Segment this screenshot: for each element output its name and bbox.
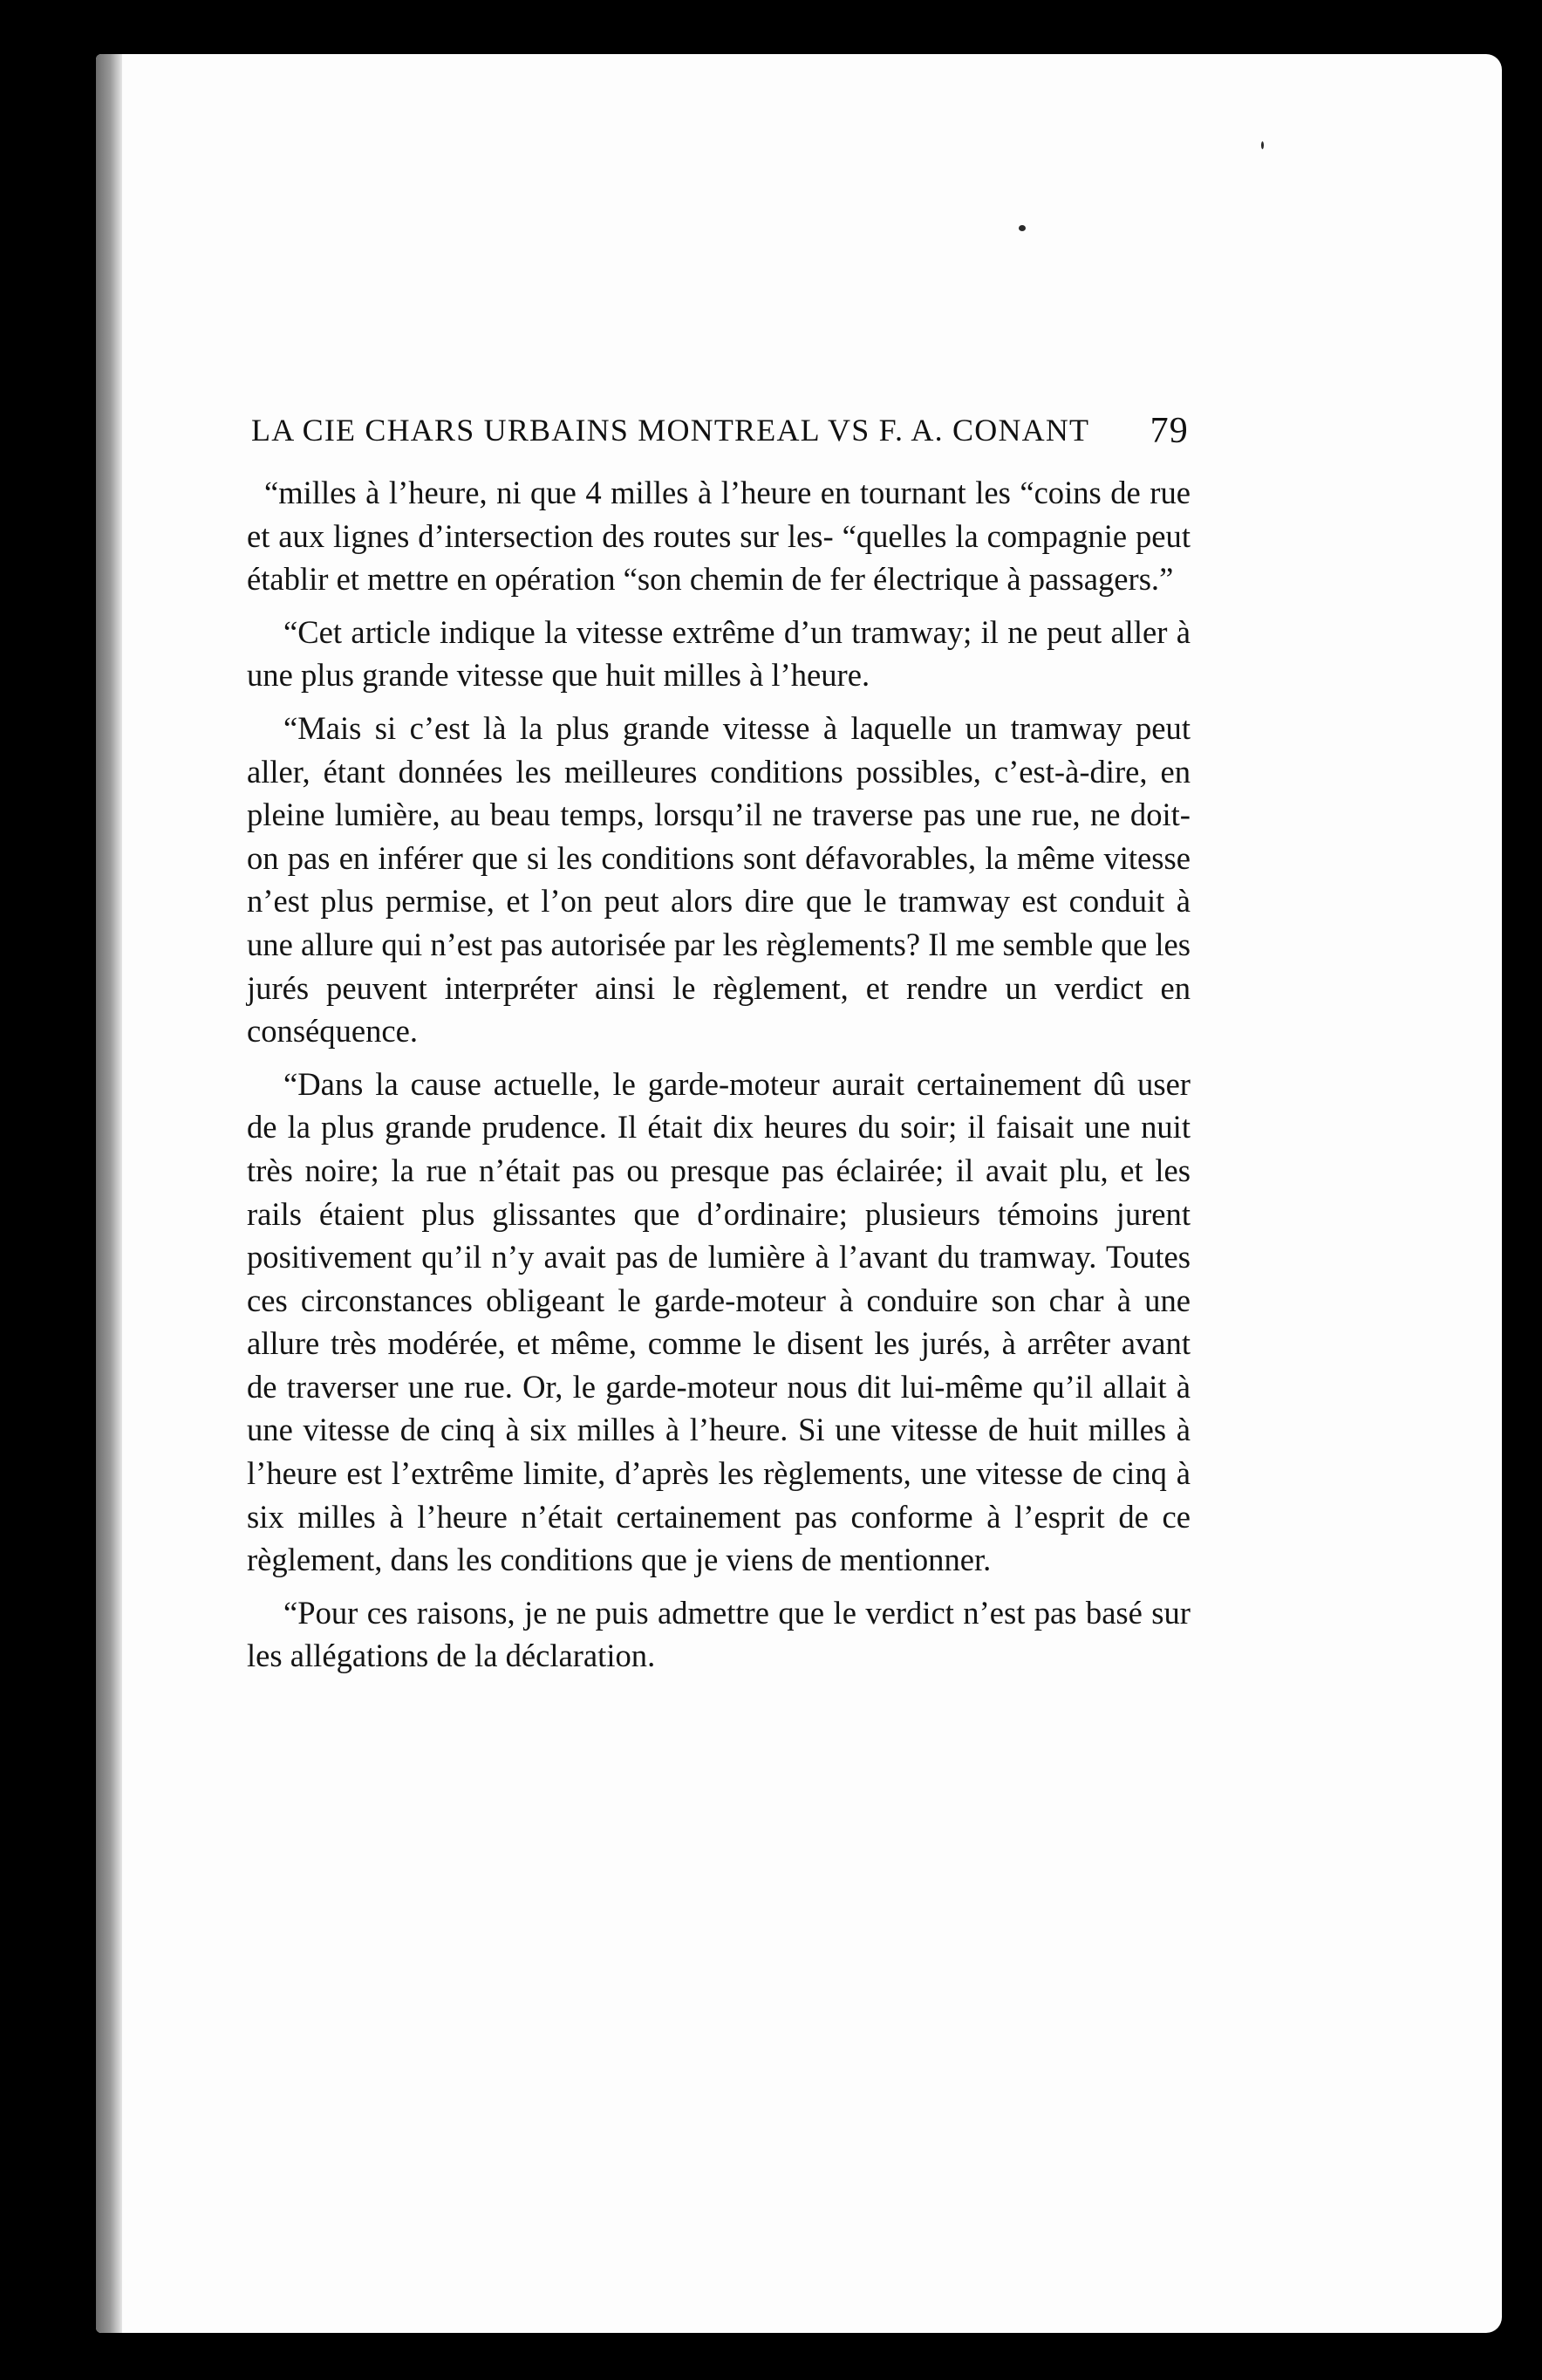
paragraph: “Dans la cause actuelle, le garde-moteur aurait certainement dû user de la plus grande prudence. Il était dix heures du soir; il faisait une nuit très noire; la rue n’était pas ou presque pas éclairée; il avait plu, et les rails étaient plus glissantes que d’ordinaire; plusieurs témoins jurent positivement qu’il n’y avait pas de lumière à l’avant du tramway. Toutes ces circonstances obligeant le garde-moteur à conduire son char à une allure très modérée, et même, comme le disent les jurés, à arrêter avant de traverser une rue. Or, le garde-moteur nous dit lui-même qu’il allait à une vitesse de cinq à six milles à l’heure. Si une vitesse de huit milles à l’heure est l’extrême limite, d’après les règlements, une vitesse de cinq à six milles à l’heure n’était certainement pas conforme à l’esprit de ce règlement, dans les conditions que je viens de mentionner. bbox=[247, 1065, 1191, 1578]
paragraph: “Mais si c’est là la plus grande vitesse à laquelle un tramway peut aller, étant données les meilleures conditions possibles, c’est-à-dire, en pleine lumière, au beau temps, lorsqu’il ne traverse pas une rue, ne doit-on pas en inférer que si les conditions sont défavorables, la même vitesse n’est plus permise, et l’on peut alors dire que le tramway est conduit à une allure qui n’est pas autorisée par les règlements? Il me semble que les jurés peuvent interpréter ainsi le règlement, et rendre un verdict en conséquence. bbox=[247, 709, 1191, 1050]
paragraph: “Pour ces raisons, je ne puis admettre que le verdict n’est pas basé sur les allégations de la déclaration. bbox=[247, 1594, 1191, 1674]
page-number: 79 bbox=[1150, 411, 1189, 451]
ink-speck bbox=[1261, 141, 1264, 149]
paragraph: “milles à l’heure, ni que 4 milles à l’heure en tournant les “coins de rue et aux lignes d’intersection des routes sur les- “quelles la compagnie peut établir et mettre en opération “son chemin de fer électrique à passagers.” bbox=[247, 475, 1191, 598]
body-text bbox=[247, 471, 1191, 1687]
running-title: LA CIE CHARS URBAINS MONTREAL VS F. A. CONANT bbox=[251, 413, 1090, 448]
paragraph: “Cet article indique la vitesse extrême d’un tramway; il ne peut aller à une plus grande vitesse que huit milles à l’heure. bbox=[247, 613, 1191, 694]
ink-speck bbox=[1019, 225, 1026, 231]
page-gutter-shadow bbox=[96, 54, 122, 2333]
book-page bbox=[96, 54, 1502, 2333]
running-header bbox=[251, 386, 1189, 452]
